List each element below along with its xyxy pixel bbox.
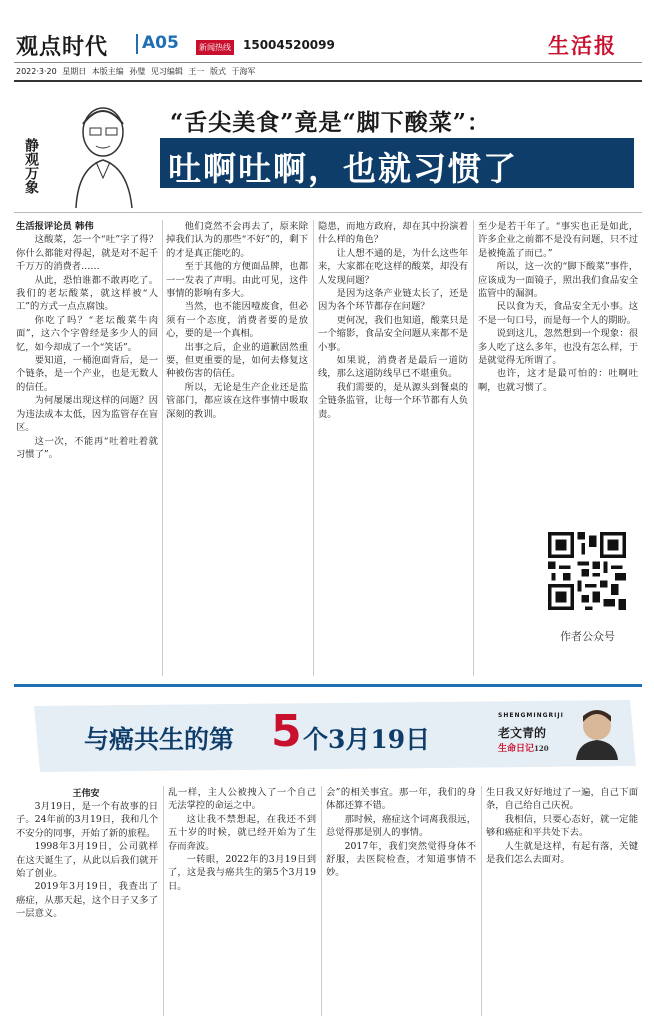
paragraph: 至于其他的方便面品牌，也都一一发表了声明。由此可见，这件事情的影响有多大。 (166, 261, 308, 300)
headline-rule (14, 212, 642, 213)
hotline-number: 15004520099 (243, 38, 335, 52)
column-divider (313, 220, 314, 676)
story2-column-3 (326, 786, 476, 1018)
paragraph: 也许，这才是最可怕的：吐啊吐啊，也就习惯了。 (478, 368, 638, 393)
paragraph: 一转眼，2022年的3月19日到了，这是我与癌共生的第5个3月19日。 (168, 854, 316, 892)
paragraph: 至少是若干年了。“事实也正是如此，许多企业之前都不是没有问题，只不过是被掩盖了而已。” (478, 221, 638, 259)
paragraph: 乱一样，主人公被拽入了一个自己无法掌控的命运之中。 (168, 787, 316, 812)
story-column-3 (318, 220, 468, 720)
paragraph: 那时候，癌症这个词离我很远，总觉得那是别人的事情。 (326, 813, 476, 839)
column-divider (481, 786, 482, 1016)
section-separator (14, 684, 642, 687)
paragraph: 要知道，一桶泡面背后，是一个链条，是一个产业，也是无数人的信任。 (16, 355, 158, 393)
story2-column-4 (486, 786, 638, 1018)
page-number: A05 (142, 33, 179, 53)
story-column-4 (478, 220, 638, 520)
column-divider (473, 220, 474, 676)
paragraph: 让人想不通的是，为什么这些年来，大家都在吃这样的酸菜，却没有人发现问题？ (318, 247, 468, 286)
story2-title-number: 5 (271, 706, 302, 757)
paragraph: 如果说，消费者是最后一道防线，那么这道防线早已不堪重负。 (318, 355, 468, 380)
column-divider (162, 220, 163, 676)
paragraph: 出事之后，企业的道歉固然重要，但更重要的是，如何去修复这种被伤害的信任。 (166, 341, 308, 380)
paragraph: 从此，恐怕谁都不敢再吃了。我们的老坛酸菜，就这样被“人工”的方式一点点腐蚀。 (16, 274, 158, 313)
paragraph: 隐患，而地方政府，却在其中扮演着什么样的角色？ (318, 221, 468, 246)
paragraph: 为何屡屡出现这样的问题？因为违法成本太低，因为监管存在盲区。 (16, 395, 158, 434)
story2-column-2 (168, 786, 316, 1018)
story-column-2 (166, 220, 308, 720)
column-divider (163, 786, 164, 1016)
paragraph: 这酸菜，怎一个“吐”字了得？你什么都能对得起，就是对不起千千万万的消费者…… (16, 234, 158, 273)
paragraph: 当然，也不能因噎废食，但必须有一个态度，消费者要的是放心，要的是一个真相。 (166, 301, 308, 340)
paragraph: 生日我又好好地过了一遍，自己下面条，自己给自己庆祝。 (486, 787, 638, 812)
issue-meta: 2022·3·20 星期日 本版主编 孙璧 见习编辑 王一 版式 于海军 (16, 67, 256, 76)
paragraph: 我相信，只要心态好，就一定能够和癌症和平共处下去。 (486, 813, 638, 839)
paragraph: 1998年3月19日，公司就样在这天诞生了，从此以后我们就开始了创业。 (16, 841, 158, 880)
paragraph: 我们需要的，是从源头到餐桌的全链条监管，让每一个环节都有人负责。 (318, 381, 468, 420)
story-column-1 (16, 220, 158, 720)
author-sketch-image (56, 88, 150, 210)
header-rule-thick (14, 80, 642, 82)
story2-column-1 (16, 800, 158, 1018)
paragraph: 民以食为天，食品安全无小事。这不是一句口号，而是每一个人的期盼。 (478, 301, 638, 326)
paragraph: 人生就是这样，有起有落，关键是我们怎么去面对。 (486, 840, 638, 866)
paragraph: 3月19日，是一个有故事的日子。24年前的3月19日，我和几个不安分的同事，开始了新的旅程。 (16, 801, 158, 839)
paragraph: 2017年，我们突然觉得身体不舒服，去医院检查，才知道事情不妙。 (326, 840, 476, 879)
story2-byline: 王伟安 (72, 789, 100, 799)
paragraph: 会”的相关事宜。那一年，我们的身体都还算不错。 (326, 787, 476, 812)
column-divider (321, 786, 322, 1016)
brand-logo: 生活报 (548, 33, 617, 58)
column-name-english: SHENGMINGRIJI (498, 712, 564, 719)
column-subtitle-text: 生命日记 (498, 744, 535, 754)
byline: 生活报评论员 韩伟 (16, 221, 94, 232)
qr-caption: 作者公众号 (560, 630, 615, 643)
column-name: 老文青的 (498, 726, 547, 740)
column-subtitle (498, 741, 549, 754)
column-tag: 静观万象 (23, 138, 39, 194)
paragraph: 你吃了吗？“老坛酸菜牛肉面”，这六个字曾经是多少人的回忆，如今却成了一个“笑话”。 (16, 314, 158, 353)
columnist-photo (574, 704, 620, 760)
story2-title-part2: 个3月19日 (303, 725, 431, 754)
paragraph: 这让我不禁想起，在我还不到五十岁的时候，就已经开始为了生存而奔波。 (168, 813, 316, 852)
paragraph: 说到这儿，忽然想到一个现象：很多人吃了这么多年，也没有怎么样，于是就觉得无所谓了。 (478, 328, 638, 367)
paragraph: 这一次，不能再“吐着吐着就习惯了”。 (16, 435, 158, 460)
column-issue-number: 120 (534, 744, 549, 753)
hotline-label: 新闻热线 (196, 40, 234, 55)
paragraph: 他们竟然不会再去了，原来除掉我们认为的那些“不好”的，剩下的才是真正能吃的。 (166, 221, 308, 259)
paragraph: 2019年3月19日，我查出了癌症，从那天起，这个日子又多了一层意义。 (16, 881, 158, 920)
story-kicker: “舌尖美食”竟是“脚下酸菜”： (170, 109, 491, 136)
page-divider (136, 34, 138, 54)
story-headline: 吐啊吐啊，也就习惯了 (168, 149, 518, 188)
section-title: 观点时代 (16, 34, 109, 60)
paragraph: 是因为这条产业链太长了，还是因为各个环节都存在问题？ (318, 288, 468, 313)
story2-title-part1: 与癌共生的第 (84, 725, 235, 754)
paragraph: 所以，无论是生产企业还是监管部门，都应该在这件事情中吸取深刻的教训。 (166, 381, 308, 420)
paragraph: 更何况，我们也知道，酸菜只是一个缩影，食品安全问题从来都不是小事。 (318, 314, 468, 353)
header-rule (14, 62, 642, 63)
qr-code-image[interactable] (548, 532, 626, 610)
paragraph: 所以，这一次的“脚下酸菜”事件，应该成为一面镜子，照出我们食品安全监管中的漏洞。 (478, 261, 638, 300)
